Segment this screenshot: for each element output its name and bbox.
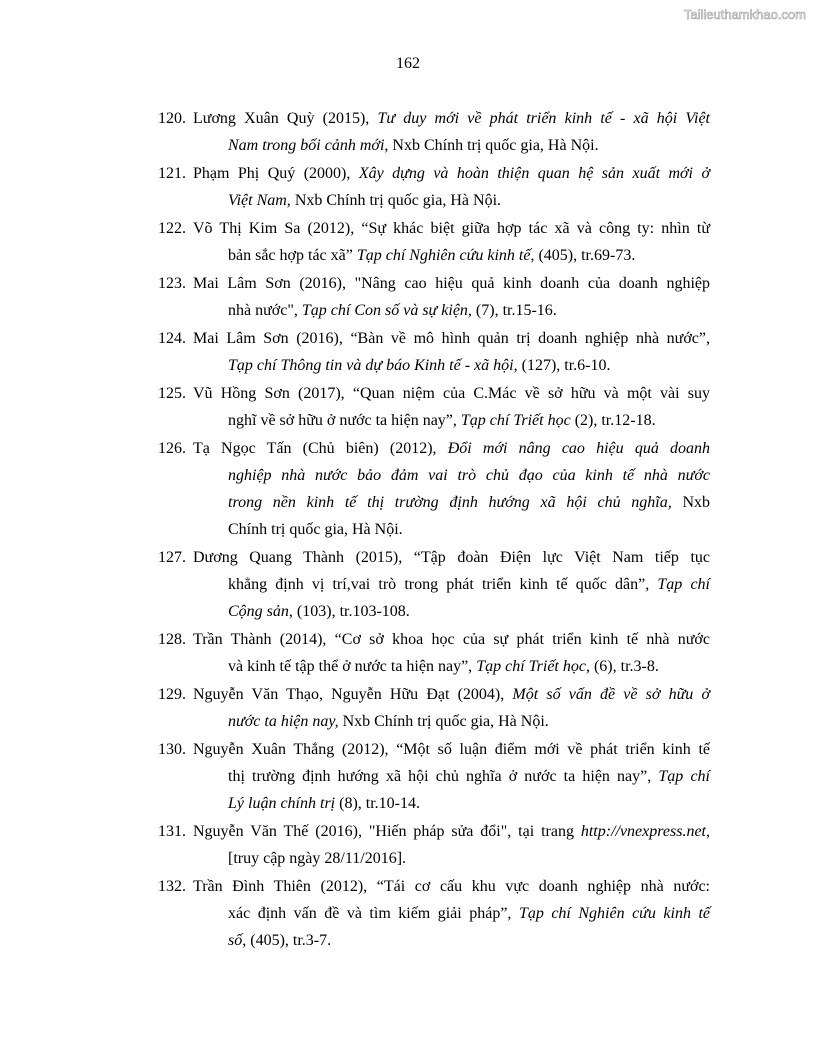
reference-number: 127.	[158, 549, 186, 566]
reference-text	[193, 270, 710, 324]
reference-italic-segment: Xây dựng và hoàn thiện quan hệ sản xuất mới ở	[358, 165, 710, 182]
reference-segment: bản sắc hợp tác xã”	[228, 247, 357, 264]
reference-text	[193, 544, 710, 625]
reference-line	[193, 598, 710, 625]
page-number: 162	[396, 55, 420, 72]
reference-text	[193, 160, 710, 214]
reference-number: 130.	[158, 741, 186, 758]
reference-item	[158, 626, 710, 680]
reference-text	[193, 873, 710, 954]
reference-line	[193, 571, 710, 598]
reference-italic-segment: , Tạp chí	[645, 576, 710, 593]
reference-line	[193, 790, 710, 817]
reference-line	[193, 653, 710, 680]
reference-number: 122.	[158, 220, 186, 237]
reference-italic-segment: Nam trong bối cảnh mới	[228, 137, 385, 154]
reference-line	[193, 489, 710, 516]
reference-item	[158, 380, 710, 434]
reference-italic-segment: nghiệp nhà nước bảo đảm vai trò chủ đạo của kinh tế nhà nước	[228, 467, 710, 484]
reference-item	[158, 105, 710, 159]
reference-segment: , (405), tr.3-7.	[242, 932, 332, 949]
reference-line	[193, 380, 710, 407]
reference-segment: Nguyễn Xuân Thắng (2012), “Một số luận điểm mới về phát triển kinh tế	[193, 741, 710, 758]
reference-segment: ,	[706, 823, 710, 840]
reference-item	[158, 270, 710, 324]
reference-italic-segment: Tạp chí Nghiên cứu kinh tế	[518, 905, 710, 922]
reference-item	[158, 215, 710, 269]
reference-italic-segment: Một số vấn đề về sở hữu ở	[512, 686, 711, 703]
reference-line	[193, 215, 710, 242]
reference-item	[158, 435, 710, 543]
reference-italic-segment[interactable]: http://vnexpress.net	[580, 823, 706, 840]
reference-line	[193, 818, 710, 845]
reference-line	[193, 270, 710, 297]
reference-italic-segment: Tạp chí	[658, 768, 710, 785]
reference-segment: Nguyễn Văn Thạo, Nguyễn Hữu Đạt (2004),	[193, 686, 513, 703]
reference-text	[193, 325, 710, 379]
reference-segment: nghĩ về sở hữu ở nước ta hiện nay”,	[228, 412, 461, 429]
reference-segment: Nxb	[671, 494, 710, 511]
reference-segment: Mai Lâm Sơn (2016), “Bàn về mô hình quản trị doanh nghiệp nhà nước”,	[193, 330, 710, 347]
reference-number: 131.	[158, 823, 186, 840]
reference-number: 125.	[158, 385, 186, 402]
reference-line	[193, 132, 710, 159]
reference-line	[193, 352, 710, 379]
reference-italic-segment: Tạp chí Thông tin và dự báo Kinh tế - xã hội,	[228, 357, 518, 374]
reference-segment: Vũ Hồng Sơn (2017), “Quan niệm của C.Mác về sở hữu và một vài suy	[193, 385, 710, 402]
reference-italic-segment: Cộng sản	[228, 603, 289, 620]
reference-segment: Trần Thành (2014), “Cơ sở khoa học của sự phát triển kinh tế nhà nước	[193, 631, 710, 648]
reference-line	[193, 407, 710, 434]
reference-segment: (6), tr.3-8.	[589, 658, 659, 675]
reference-segment: (127), tr.6-10.	[517, 357, 611, 374]
reference-list	[158, 105, 710, 954]
watermark: Tailieuthamkhao.com	[683, 7, 806, 22]
reference-italic-segment: Tư duy mới về phát triển kinh tế - xã hội Việt	[377, 110, 710, 127]
reference-italic-segment: Lý luận chính trị	[228, 795, 336, 812]
reference-segment: Nxb Chính trị quốc gia, Hà Nội.	[338, 713, 549, 730]
reference-line	[193, 516, 710, 543]
reference-number: 132.	[158, 878, 186, 895]
reference-text	[193, 380, 710, 434]
reference-item	[158, 736, 710, 817]
reference-line	[193, 325, 710, 352]
reference-segment: , (103), tr.103-108.	[288, 603, 410, 620]
reference-item	[158, 681, 710, 735]
reference-segment: nhà nước",	[228, 302, 302, 319]
reference-italic-segment: số	[228, 932, 243, 949]
reference-line	[193, 435, 710, 462]
reference-segment: Dương Quang Thành (2015), “Tập đoàn Điện lực Việt Nam tiếp tục	[193, 549, 710, 566]
reference-segment: Nguyễn Văn Thế (2016), "Hiến pháp sửa đổi", tại trang	[193, 823, 581, 840]
reference-segment: khẳng định vị trí,vai trò trong phát triển kinh tế quốc dân”	[228, 576, 646, 593]
reference-segment: Mai Lâm Sơn (2016), "Nâng cao hiệu quả kinh doanh của doanh nghiệp	[193, 275, 710, 292]
reference-segment: , (405), tr.69-73.	[530, 247, 636, 264]
reference-text	[193, 105, 710, 159]
reference-number: 126.	[158, 440, 186, 457]
reference-line	[193, 160, 710, 187]
reference-number: 124.	[158, 330, 186, 347]
reference-line	[193, 708, 710, 735]
reference-text	[193, 681, 710, 735]
reference-italic-segment: Tạp chí Con số và sự kiện,	[301, 302, 472, 319]
reference-segment: thị trường định hướng xã hội chủ nghĩa ở nước ta hiện nay”,	[228, 768, 659, 785]
reference-line	[193, 873, 710, 900]
reference-line	[193, 187, 710, 214]
reference-text	[193, 435, 710, 543]
reference-line	[193, 763, 710, 790]
reference-italic-segment: Đổi mới nâng cao hiệu quả doanh	[447, 440, 710, 457]
reference-text	[193, 736, 710, 817]
reference-segment: Phạm Phị Quý (2000),	[193, 165, 359, 182]
reference-segment: Trần Đình Thiên (2012), “Tái cơ cấu khu vực doanh nghiệp nhà nước:	[193, 878, 710, 895]
reference-italic-segment: Tạp chí Triết học,	[476, 658, 590, 675]
reference-italic-segment: Việt Nam,	[228, 192, 291, 209]
reference-line	[193, 544, 710, 571]
reference-segment: Chính trị quốc gia, Hà Nội.	[228, 521, 403, 538]
reference-item	[158, 873, 710, 954]
reference-number: 120.	[158, 110, 186, 127]
reference-item	[158, 325, 710, 379]
reference-line	[193, 900, 710, 927]
reference-line	[193, 927, 710, 954]
reference-italic-segment: trong nền kinh tế thị trường định hướng xã hội chủ nghĩa,	[228, 494, 672, 511]
reference-number: 123.	[158, 275, 186, 292]
reference-line	[193, 297, 710, 324]
reference-line	[193, 462, 710, 489]
reference-number: 129.	[158, 686, 186, 703]
reference-segment: Võ Thị Kim Sa (2012), “Sự khác biệt giữa hợp tác xã và công ty: nhìn từ	[193, 220, 710, 237]
reference-text	[193, 818, 710, 872]
reference-line	[193, 242, 710, 269]
reference-number: 121.	[158, 165, 186, 182]
reference-segment: , Nxb Chính trị quốc gia, Hà Nội.	[384, 137, 599, 154]
reference-segment: (2), tr.12-18.	[570, 412, 656, 429]
reference-line	[193, 736, 710, 763]
reference-italic-segment: Tạp chí Triết học	[460, 412, 571, 429]
reference-text	[193, 215, 710, 269]
reference-item	[158, 160, 710, 214]
reference-segment: Tạ Ngọc Tấn (Chủ biên) (2012),	[193, 440, 448, 457]
reference-line	[193, 681, 710, 708]
reference-segment: Nxb Chính trị quốc gia, Hà Nội.	[290, 192, 502, 209]
reference-line	[193, 105, 710, 132]
reference-segment: Lương Xuân Quỳ (2015),	[193, 110, 378, 127]
reference-item	[158, 544, 710, 625]
reference-line	[193, 845, 710, 872]
reference-text	[193, 626, 710, 680]
reference-italic-segment: Tạp chí Nghiên cứu kinh tế	[356, 247, 531, 264]
reference-segment: và kinh tế tập thể ở nước ta hiện nay”,	[228, 658, 477, 675]
reference-number: 128.	[158, 631, 186, 648]
reference-segment: xác định vấn đề và tìm kiếm giải pháp”,	[228, 905, 519, 922]
reference-segment: [truy cập ngày 28/11/2016].	[228, 850, 407, 867]
reference-item	[158, 818, 710, 872]
reference-segment: (7), tr.15-16.	[471, 302, 557, 319]
reference-segment: (8), tr.10-14.	[335, 795, 420, 812]
reference-italic-segment: nước ta hiện nay,	[228, 713, 339, 730]
reference-line	[193, 626, 710, 653]
